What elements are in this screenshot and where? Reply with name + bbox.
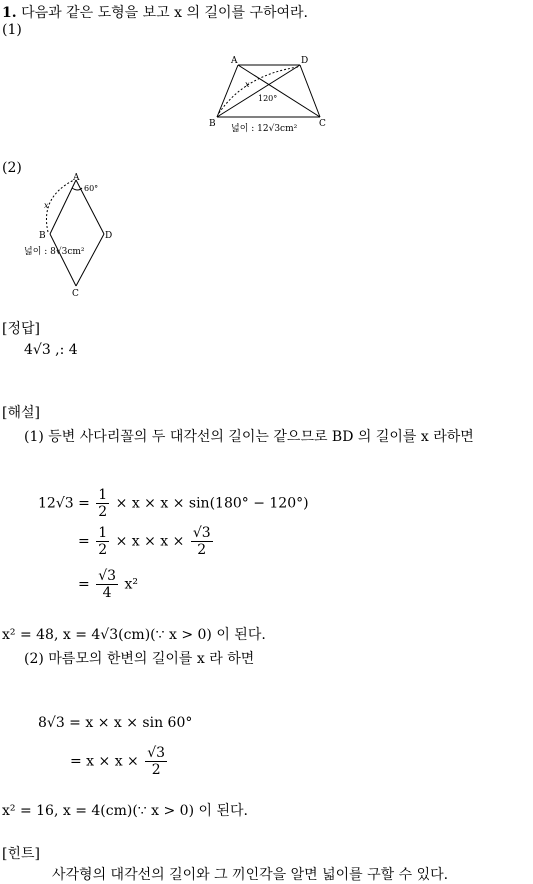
label-angle60: 60° — [84, 184, 99, 193]
eq5-rhs: = x × x × — [70, 753, 139, 770]
eq2-rhs: × x × x × — [115, 533, 185, 550]
label-D2: D — [105, 231, 113, 241]
rhombus-area-label: 넓이 : 8√3cm² — [24, 247, 85, 257]
answer-value: 4√3 ,: 4 — [24, 342, 78, 358]
fraction-half-1: $\frac{1}{2}$ — [98, 487, 108, 520]
label-A2: A — [73, 173, 80, 183]
eq3-rhs: x² — [124, 576, 138, 593]
solution-part2-intro: (2) 마름모의 한변의 길이를 x 라 하면 — [24, 651, 255, 667]
label-A1: A — [231, 56, 238, 66]
label-D1: D — [301, 56, 309, 66]
hint-heading: [힌트] — [2, 846, 40, 862]
solution-part1-intro: (1) 등변 사다리꼴의 두 대각선의 길이는 같으므로 BD 의 길이를 x 라하면 — [24, 429, 474, 445]
fraction-root3-over-4: $\frac{√3}{4}$ — [98, 568, 117, 601]
problem-number: 1. — [2, 5, 17, 21]
fraction-half-2: $\frac{1}{2}$ — [98, 525, 108, 558]
label-C1: C — [319, 119, 326, 129]
result-part1: x² = 48, x = 4√3(cm)(∵ x > 0) 이 된다. — [2, 627, 266, 643]
label-angle120: 120° — [258, 94, 278, 103]
equation-line-3: = $\frac{√3}{4}$ x² — [78, 568, 138, 601]
trapezoid-area-label: 넓이 : 12√3cm² — [231, 124, 298, 134]
label-B2: B — [39, 231, 46, 241]
fraction-root3-over-2b: $\frac{√3}{2}$ — [147, 745, 166, 778]
problem-statement — [2, 2, 308, 22]
eq1-lhs: 12√3 = — [38, 495, 90, 512]
answer-heading: [정답] — [2, 321, 40, 337]
label-x1: x — [245, 80, 250, 89]
result-part2: x² = 16, x = 4(cm)(∵ x > 0) 이 된다. — [2, 803, 248, 819]
label-B1: B — [209, 119, 216, 129]
label-C2: C — [72, 289, 79, 299]
equation-line-5 — [70, 745, 169, 778]
equation-line-1 — [38, 487, 309, 520]
fraction-root3-over-2: $\frac{√3}{2}$ — [192, 525, 211, 558]
hint-text: 사각형의 대각선의 길이와 그 끼인각을 알면 넓이를 구할 수 있다. — [52, 867, 449, 883]
solution-heading: [해설] — [2, 405, 40, 421]
equation-line-2: = $\frac{1}{2}$ × x × x × $\frac{√3}{2}$ — [78, 525, 211, 558]
eq1-rhs: × x × x × sin(180° − 120°) — [115, 495, 309, 512]
part1-label: (1) — [2, 22, 22, 38]
equation-line-4: 8√3 = x × x × sin 60° — [38, 715, 193, 731]
problem-text: 다음과 같은 도형을 보고 x 의 길이를 구하여라. — [21, 5, 309, 21]
part2-label: (2) — [2, 160, 22, 176]
label-x2: x — [44, 201, 49, 210]
rhombus-figure — [22, 172, 132, 300]
